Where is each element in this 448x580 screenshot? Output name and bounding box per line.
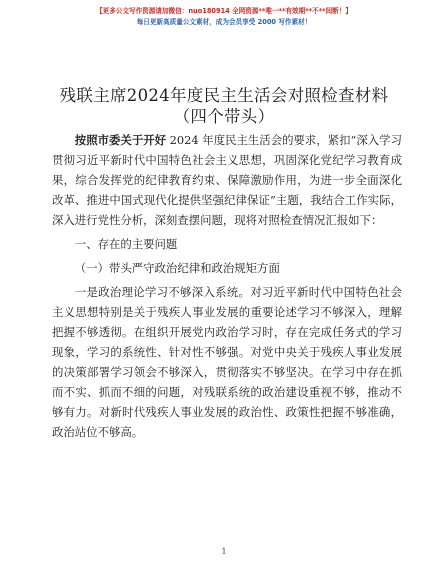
intro-bold-lead: 按照市委关于开好: [74, 133, 167, 147]
promo-line-1: 【更多公文写作资源请加微信：nuo180914 全网资源**唯一**有效期**不**间断！】: [96, 7, 352, 15]
document-title: [0, 85, 448, 127]
promo-line-2: 每日更新高质量公文素材，成为会员享受 2000 写作素材！: [136, 18, 312, 26]
title-line-1: 残联主席2024年度民主生活会对照检查材料: [59, 86, 389, 105]
subsection-heading-1: （一）带头严守政治纪律和政治规矩方面: [74, 261, 280, 275]
page-number: 1: [221, 547, 227, 556]
promo-banner: [0, 6, 448, 28]
intro-text: 2024 年度民主生活会的要求，紧扣“深入学习贯彻习近平新时代中国特色社会主义思想，巩固深化党纪学习教育成果，综合发挥党的纪律教育约束、保障激励作用，为进一步全面深化改革、推进中国式现代化提供坚强纪律保证”主题，我结合工作实际，深入进行党性分析，深刻查摆问题，现将对照检查情况汇报如下：: [52, 133, 402, 227]
title-line-2: （四个带头）: [173, 107, 275, 126]
intro-paragraph: [52, 130, 402, 230]
document-body: [52, 130, 402, 442]
problem-paragraph-1: 一是政治理论学习不够深入系统。对习近平新时代中国特色社会主义思想特别是关于残疾人事业发展的重要论述学习不够深入，理解把握不够透彻。在组织开展党内政治学习时，存在完成任务式的学习现象，学习的系统性、针对性不够强。对党中央关于残疾人事业发展的决策部署学习领会不够深入，贯彻落实不够坚决。在学习中存在抓而不实、抓而不细的问题，对残联系统的政治建设重视不够，推动不够有力。对新时代残疾人事业发展的政治性、政策性把握不够准确，政治站位不够高。: [52, 285, 402, 439]
section-heading-1: 一、存在的主要问题: [74, 237, 178, 251]
